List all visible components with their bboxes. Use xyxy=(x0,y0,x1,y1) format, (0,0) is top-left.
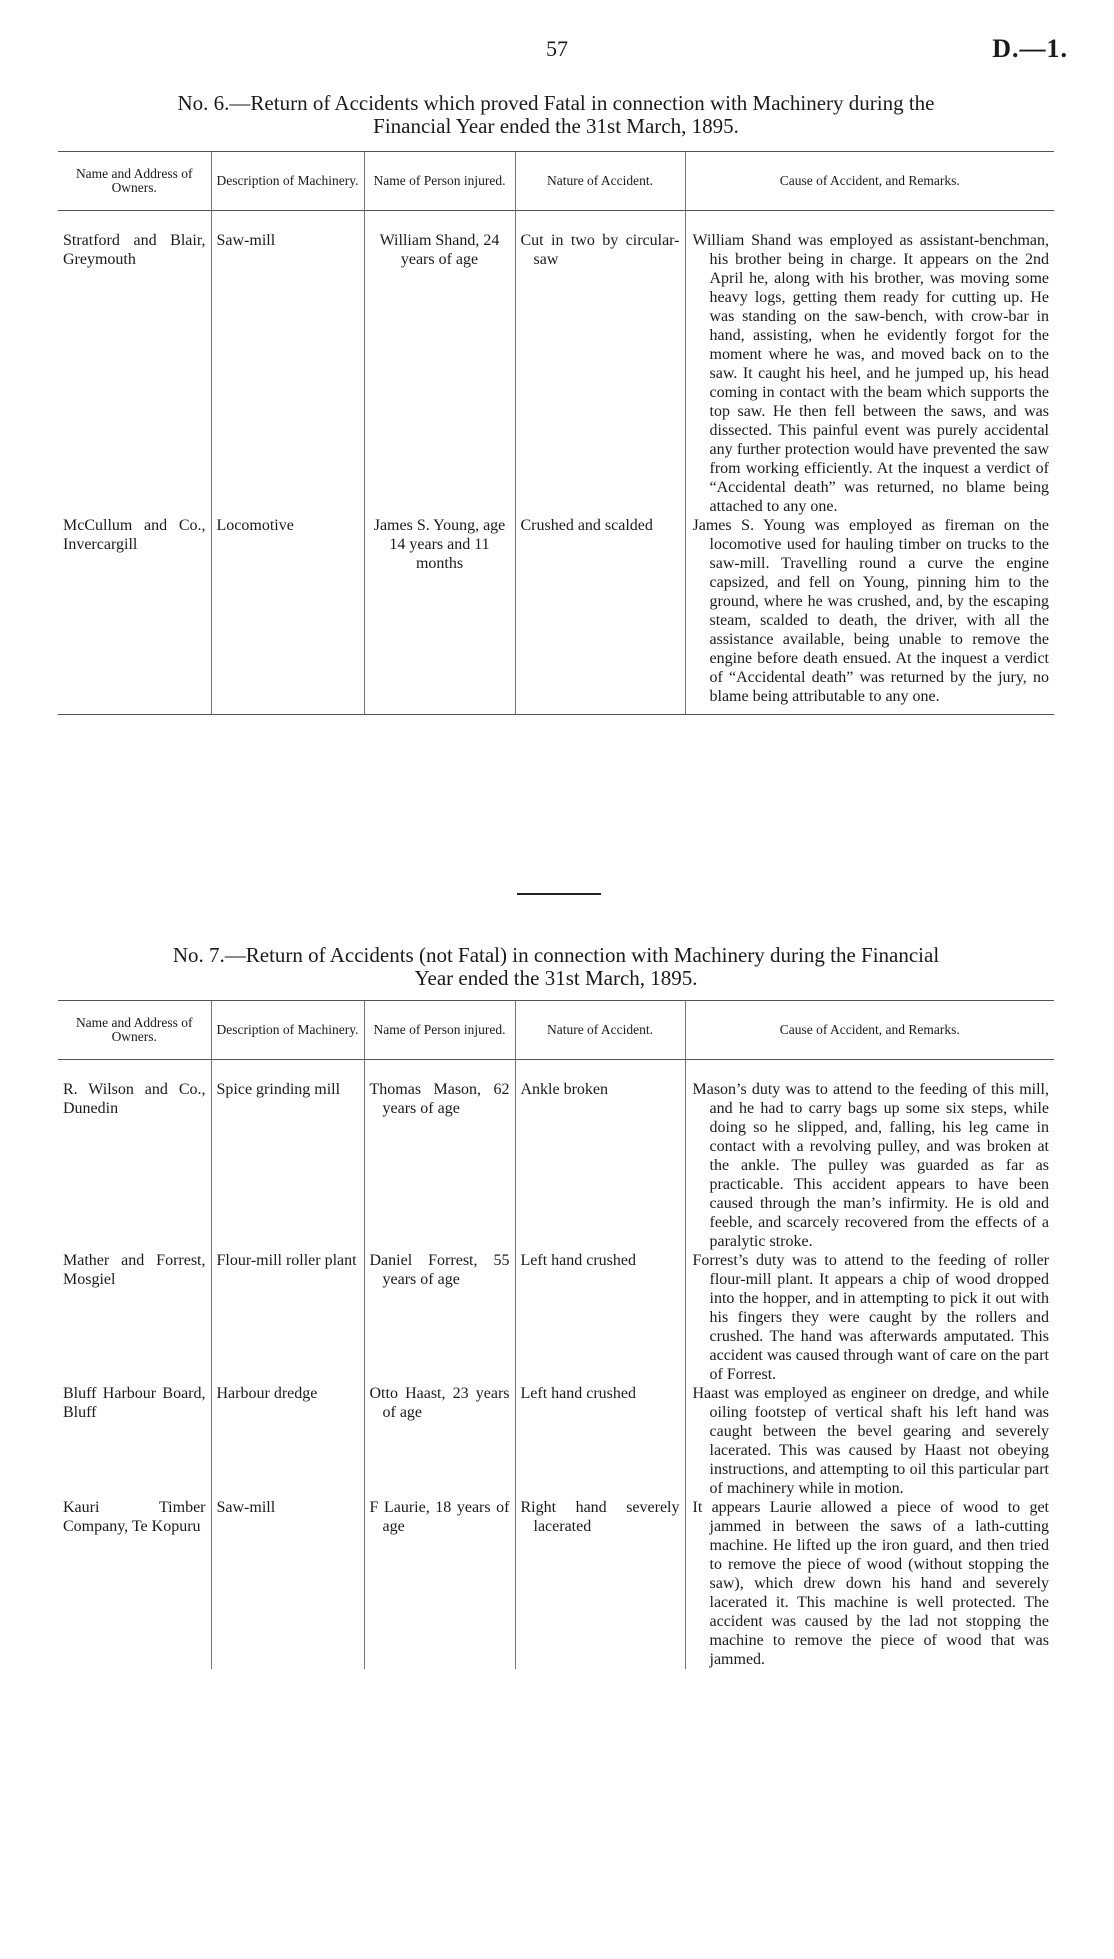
person-cell: Otto Haast, 23 years of age xyxy=(364,1384,515,1498)
owner-cell: Stratford and Blair, Greymouth xyxy=(63,232,206,268)
person-cell: Thomas Mason, 62 years of age xyxy=(364,1080,515,1251)
table-row xyxy=(58,1251,1054,1384)
remarks-cell: Forrest’s duty was to attend to the feeding of roller flour-mill plant. It appears a chip of wood dropped into the hopper, and in attempting to pick it out with his fingers they were caught by the rollers and crushed. The hand was afterwards amputated. This accident was caused through want of care on the part of Forrest. xyxy=(685,1251,1054,1384)
fatal-accidents-table xyxy=(58,151,1054,715)
person-cell: F Laurie, 18 years of age xyxy=(364,1498,515,1669)
machinery-cell: Spice grinding mill xyxy=(211,1080,364,1251)
remarks-cell: Haast was employed as engineer on dredge, and while oiling footstep of vertical shaft his left hand was caught between the bevel gearing and severely lacerated. This was caused by Haast not obeying instructions, and attempting to oil this particular part of machinery while in motion. xyxy=(685,1384,1054,1498)
table-header-row xyxy=(58,152,1054,211)
nature-cell: Left hand crushed xyxy=(515,1384,685,1498)
section-6-heading xyxy=(58,92,1054,138)
document-reference: D.—1. xyxy=(992,34,1068,63)
nature-cell: Crushed and scalded xyxy=(515,516,685,715)
section-6-title-line2: Financial Year ended the 31st March, 1895. xyxy=(373,114,739,138)
section-divider xyxy=(517,893,601,895)
machinery-cell: Flour-mill roller plant xyxy=(211,1251,364,1384)
section-7-title-line2: Year ended the 31st March, 1895. xyxy=(414,966,698,990)
col-header-person: Name of Person injured. xyxy=(364,152,515,211)
person-cell: Daniel Forrest, 55 years of age xyxy=(364,1251,515,1384)
table-header-row xyxy=(58,1001,1054,1060)
nature-cell: Left hand crushed xyxy=(515,1251,685,1384)
col-header-nature: Nature of Accident. xyxy=(515,152,685,211)
person-cell: William Shand, 24 years of age xyxy=(364,231,515,516)
col-header-owner: Name and Address of Owners. xyxy=(58,1001,211,1060)
remarks-cell: James S. Young was employed as fireman on the locomotive used for hauling timber on trucks to the saw-mill. Travelling round a curve the engine capsized, and fell on Young, pinning him to the ground, where he was crushed, and, by the escaping steam, scalded to death, the driver, with all the assistance available, being unable to remove the engine before death ensued. At the inquest a verdict of “Accidental death” was returned by the jury, no blame being attributable to any one. xyxy=(685,516,1054,715)
owner-cell: Bluff Harbour Board, Bluff xyxy=(63,1385,206,1421)
col-header-machinery: Description of Machinery. xyxy=(211,152,364,211)
remarks-cell: William Shand was employed as assistant-benchman, his brother being in charge. It appears on the 2nd April he, along with his brother, was moving some heavy logs, getting them ready for cutting up. He was standing on the saw-bench, with crow-bar in hand, assisting, when he evidently forgot for the moment where he was, and moved back on to the saw. It caught his heel, and he jumped up, his head coming in contact with the beam which supports the top saw. He then fell between the saws, and was dissected. This painful event was purely accidental any further protection would have prevented the saw from working efficiently. At the inquest a verdict of “Accidental death” was returned, no blame being attached to any one. xyxy=(685,231,1054,516)
col-header-machinery: Description of Machinery. xyxy=(211,1001,364,1060)
owner-cell: Mather and Forrest, Mosgiel xyxy=(63,1252,206,1288)
nature-cell: Ankle broken xyxy=(515,1080,685,1251)
page-number: 57 xyxy=(546,36,568,61)
col-header-owner: Name and Address of Owners. xyxy=(58,152,211,211)
section-7-title-line1: No. 7.—Return of Accidents (not Fatal) in connection with Machinery during the Financial xyxy=(172,943,940,967)
table-row xyxy=(58,1080,1054,1251)
col-header-remarks: Cause of Accident, and Remarks. xyxy=(685,152,1054,211)
section-6-title-line1: No. 6.—Return of Accidents which proved Fatal in connection with Machinery during the xyxy=(177,91,935,115)
table-row xyxy=(58,1498,1054,1669)
machinery-cell: Saw-mill xyxy=(211,1498,364,1669)
col-header-nature: Nature of Accident. xyxy=(515,1001,685,1060)
non-fatal-accidents-table xyxy=(58,1000,1054,1669)
col-header-person: Name of Person injured. xyxy=(364,1001,515,1060)
owner-cell: R. Wilson and Co., Dunedin xyxy=(63,1081,206,1117)
remarks-cell: Mason’s duty was to attend to the feeding of this mill, and he had to carry bags up some six steps, while doing so he slipped, and, falling, his leg came in contact with a revolving pulley, and was broken at the ankle. The pulley was guarded as far as practicable. This accident appears to have been caused through the man’s infirmity. He is old and feeble, and scarcely recovered from the effects of a paralytic stroke. xyxy=(685,1080,1054,1251)
owner-cell: Kauri Timber Company, Te Kopuru xyxy=(63,1499,206,1535)
owner-cell: McCullum and Co., Invercargill xyxy=(58,516,211,715)
remarks-cell: It appears Laurie allowed a piece of wood to get jammed in between the saws of a lath-cutting machine. He lifted up the iron guard, and then tried to remove the piece of wood (without stopping the saw), which drew down his hand and severely lacerated it. This machine is well protected. The accident was caused by the lad not stopping the machine to remove the piece of wood that was jammed. xyxy=(685,1498,1054,1669)
table-row xyxy=(58,1384,1054,1498)
machinery-cell: Locomotive xyxy=(211,516,364,715)
nature-cell: Right hand severely lacerated xyxy=(515,1498,685,1669)
person-cell: James S. Young, age 14 years and 11 months xyxy=(364,516,515,715)
col-header-remarks: Cause of Accident, and Remarks. xyxy=(685,1001,1054,1060)
machinery-cell: Saw-mill xyxy=(211,231,364,516)
machinery-cell: Harbour dredge xyxy=(211,1384,364,1498)
table-row xyxy=(58,516,1054,715)
section-7-heading xyxy=(58,944,1054,990)
nature-cell: Cut in two by circular-saw xyxy=(515,231,685,516)
table-row xyxy=(58,231,1054,516)
